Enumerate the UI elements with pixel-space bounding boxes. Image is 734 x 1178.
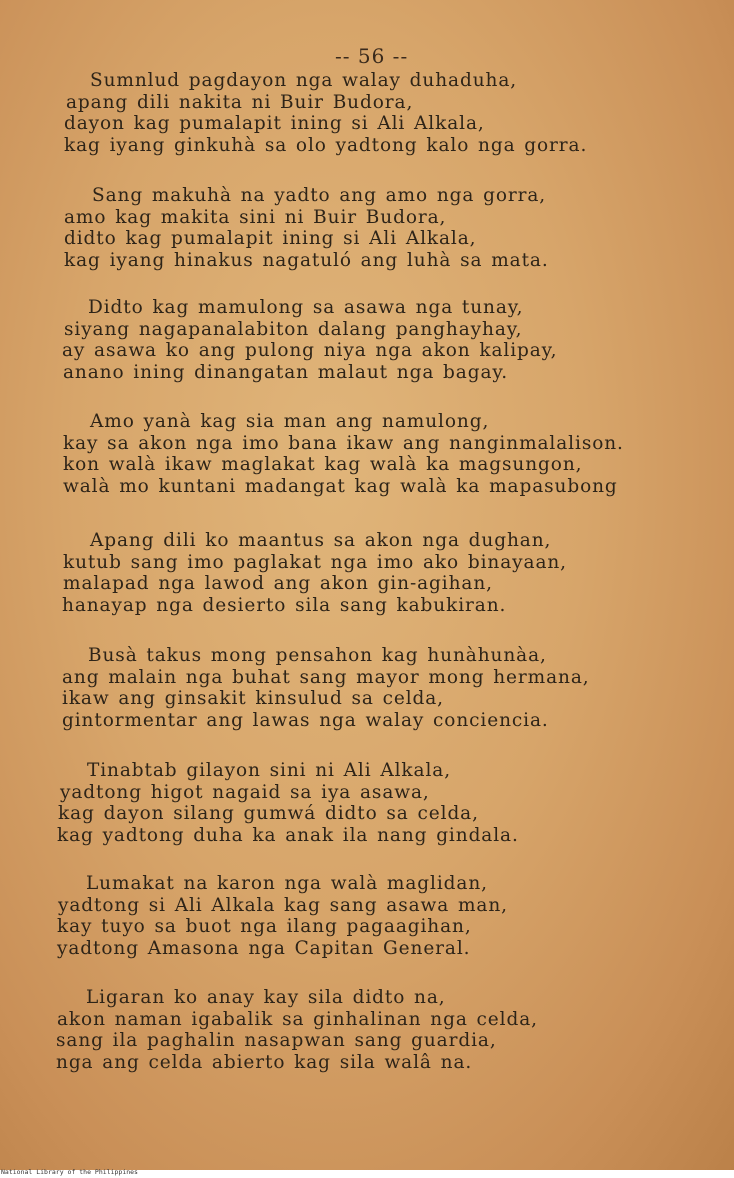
verse-line: ay asawa ko ang pulong niya nga akon kalipay, xyxy=(62,340,558,361)
verse-line: kon walà ikaw maglakat kag walà ka magsungon, xyxy=(63,454,583,475)
verse-line: Apang dili ko maantus sa akon nga dughan, xyxy=(90,530,552,551)
verse-line: apang dili nakita ni Buir Budora, xyxy=(66,91,414,113)
verse-line: Busà takus mong pensahon kag hunàhunàa, xyxy=(88,645,547,666)
verse-line: Tinabtab gilayon sini ni Ali Alkala, xyxy=(87,760,451,781)
verse-line: kag iyang hinakus nagatuló ang luhà sa mata. xyxy=(64,249,549,271)
verse-line: kay tuyo sa buot nga ilang pagaagihan, xyxy=(57,916,472,937)
verse-line: Ligaran ko anay kay sila didto na, xyxy=(86,987,446,1008)
verse-line: yadtong higot nagaid sa iya asawa, xyxy=(60,781,430,803)
verse-line: Sumnlud pagdayon nga walay duhaduha, xyxy=(90,70,518,91)
stanza xyxy=(0,411,734,497)
stanza xyxy=(0,70,734,156)
verse-line: kag yadtong duha ka anak ila nang gindala. xyxy=(57,824,519,846)
footer-bar xyxy=(0,1170,734,1178)
verse-line: ikaw ang ginsakit kinsulud sa celda, xyxy=(62,688,444,709)
verse-line: amo kag makita sini ni Buir Budora, xyxy=(64,206,447,228)
verse-line: akon naman igabalik sa ginhalinan nga celda, xyxy=(57,1008,538,1030)
verse-line: dayon kag pumalapit ining si Ali Alkala, xyxy=(64,113,485,134)
stanza xyxy=(0,185,734,271)
verse-line: Lumakat na karon nga walà maglidan, xyxy=(86,873,488,894)
page-number: -- 56 -- xyxy=(335,44,409,68)
verse-line: gintormentar ang lawas nga walay conciencia. xyxy=(62,709,549,731)
verse-line: kay sa akon nga imo bana ikaw ang nanginmalalison. xyxy=(63,432,624,454)
stanza xyxy=(0,987,734,1073)
verse-line: didto kag pumalapit ining si Ali Alkala, xyxy=(64,228,477,249)
verse-line: ang malain nga buhat sang mayor mong hermana, xyxy=(62,666,590,688)
verse-line: Didto kag mamulong sa asawa nga tunay, xyxy=(88,297,524,318)
library-credit: National Library of the Philippines xyxy=(1,1168,138,1176)
stanza xyxy=(0,297,734,383)
stanza xyxy=(0,760,734,846)
verse-line: walà mo kuntani madangat kag walà ka mapasubong xyxy=(63,475,618,497)
verse-line: anano ining dinangatan malaut nga bagay. xyxy=(63,361,509,383)
verse-line: sang ila paghalin nasapwan sang guardia, xyxy=(56,1030,497,1051)
verse-line: hanayap nga desierto sila sang kabukiran. xyxy=(62,594,507,616)
verse-line: nga ang celda abierto kag sila walâ na. xyxy=(56,1051,473,1073)
verse-line: yadtong si Ali Alkala kag sang asawa man, xyxy=(58,894,508,916)
verse-line: kag iyang ginkuhà sa olo yadtong kalo nga gorra. xyxy=(64,134,588,156)
verse-line: malapad nga lawod ang akon gin-agihan, xyxy=(63,573,493,594)
stanza xyxy=(0,873,734,959)
verse-line: Sang makuhà na yadto ang amo nga gorra, xyxy=(92,185,547,206)
verse-line: yadtong Amasona nga Capitan General. xyxy=(57,937,471,959)
verse-line: kutub sang imo paglakat nga imo ako binayaan, xyxy=(63,551,567,573)
stanza xyxy=(0,645,734,731)
stanza xyxy=(0,530,734,616)
verse-line: Amo yanà kag sia man ang namulong, xyxy=(90,411,490,432)
verse-line: siyang nagapanalabiton dalang panghayhay, xyxy=(64,318,523,340)
verse-line: kag dayon silang gumwá didto sa celda, xyxy=(58,803,479,824)
